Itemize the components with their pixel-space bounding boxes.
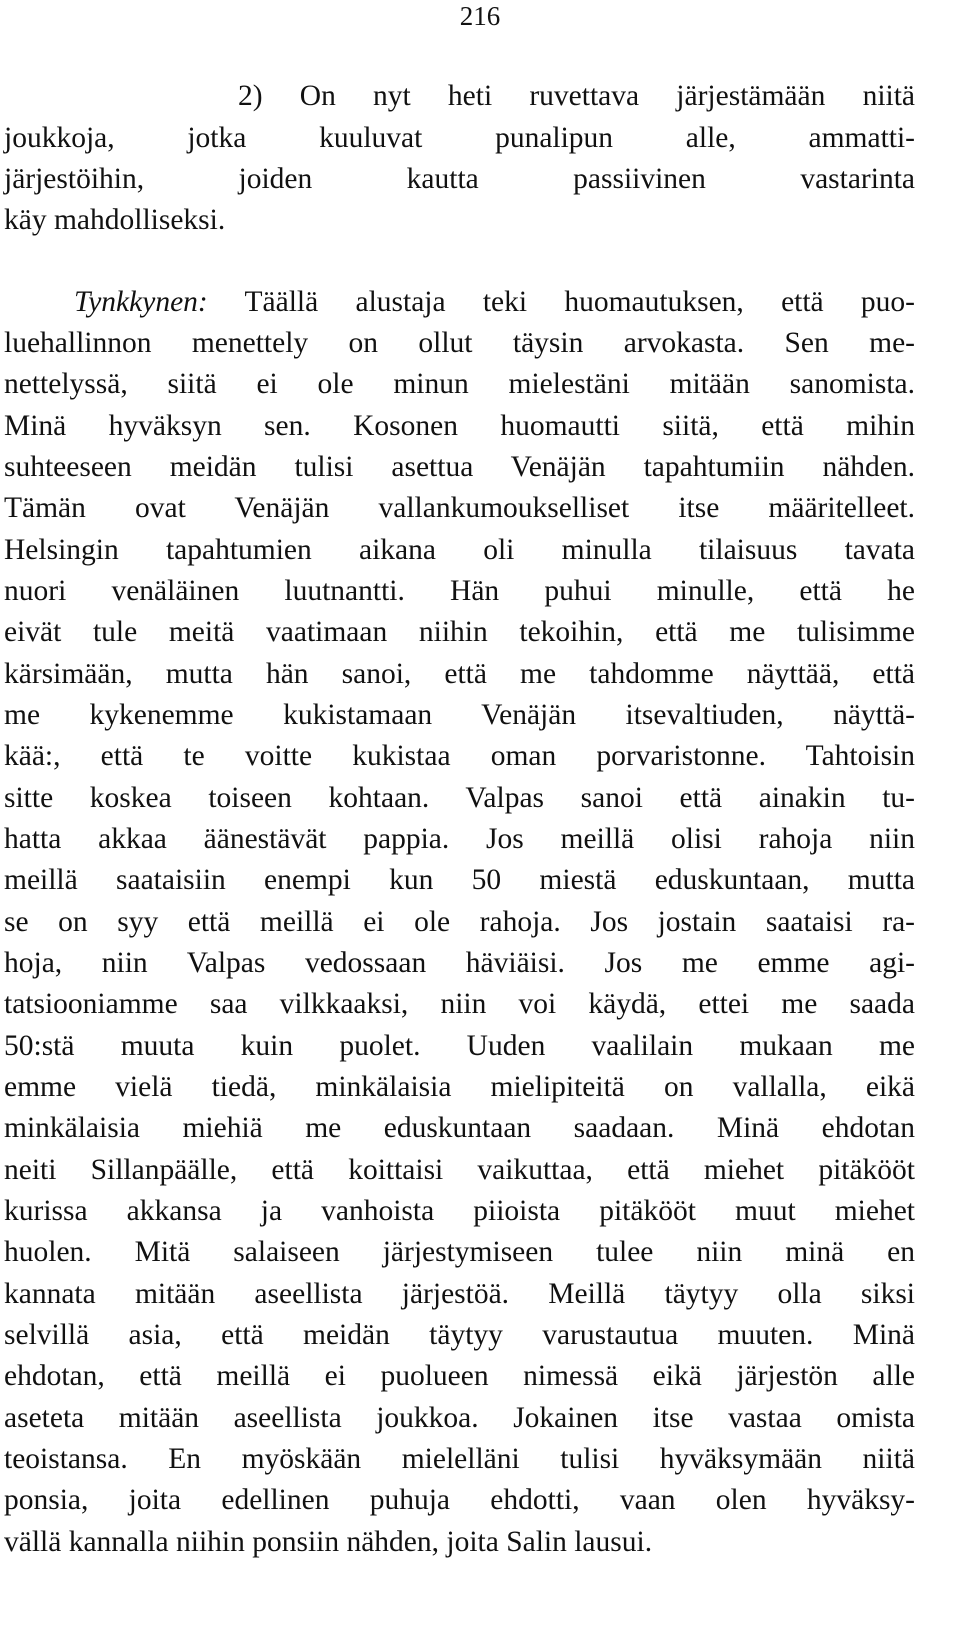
- text-line: nuori venäläinen luutnantti. Hän puhui minulle, että he: [4, 575, 915, 607]
- text-line: luehallinnon menettely on ollut täysin arvokasta. Sen me-: [4, 327, 915, 359]
- text-line: teoistansa. En myöskään mielelläni tulisi hyväksymään niitä: [4, 1443, 915, 1475]
- text-line: kää:, että te voitte kukistaa oman porvaristonne. Tahtoisin: [4, 740, 915, 772]
- text-line: 50:stä muuta kuin puolet. Uuden vaalilain mukaan me: [4, 1030, 915, 1062]
- text-line: ehdotan, että meillä ei puolueen nimessä eikä järjestön alle: [4, 1360, 915, 1392]
- text-line: hatta akkaa äänestävät pappia. Jos meillä olisi rahoja niin: [4, 823, 915, 855]
- text-line-content: Täällä alustaja teki huomautuksen, että puo-: [244, 286, 915, 318]
- text-line: [74, 284, 915, 320]
- text-line: aseteta mitään aseellista joukkoa. Jokainen itse vastaa omista: [4, 1402, 915, 1434]
- text-line: käy mahdolliseksi.: [4, 204, 226, 236]
- text-line: suhteeseen meidän tulisi asettua Venäjän tapahtumiin nähden.: [4, 451, 915, 483]
- text-line: emme vielä tiedä, minkälaisia mielipiteitä on vallalla, eikä: [4, 1071, 915, 1103]
- text-line: nettelyssä, siitä ei ole minun mielestäni mitään sanomista.: [4, 368, 915, 400]
- text-line: Helsingin tapahtumien aikana oli minulla tilaisuus tavata: [4, 534, 915, 566]
- speaker-name: Tynkkynen:: [74, 286, 208, 318]
- text-line: tatsiooniamme saa vilkkaaksi, niin voi käydä, ettei me saada: [4, 988, 915, 1020]
- text-line: ponsia, joita edellinen puhuja ehdotti, vaan olen hyväksy-: [4, 1484, 915, 1516]
- text-line: selvillä asia, että meidän täytyy varustautua muuten. Minä: [4, 1319, 915, 1351]
- text-line: kärsimään, mutta hän sanoi, että me tahdomme näyttää, että: [4, 658, 915, 690]
- text-line: vällä kannalla niihin ponsiin nähden, joita Salin lausui.: [4, 1526, 653, 1558]
- text-line: sitte koskea toiseen kohtaan. Valpas sanoi että ainakin tu-: [4, 782, 915, 814]
- text-line: kannata mitään aseellista järjestöä. Meillä täytyy olla siksi: [4, 1278, 915, 1310]
- text-line: hoja, niin Valpas vedossaan häviäisi. Jos me emme agi-: [4, 947, 915, 979]
- text-line: minkälaisia miehiä me eduskuntaan saadaan. Minä ehdotan: [4, 1112, 915, 1144]
- text-line: huolen. Mitä salaiseen järjestymiseen tulee niin minä en: [4, 1236, 915, 1268]
- text-line: kurissa akkansa ja vanhoista piioista pitäkööt muut miehet: [4, 1195, 915, 1227]
- text-line: me kykenemme kukistamaan Venäjän itsevaltiuden, näyttä-: [4, 699, 915, 731]
- text-line: joukkoja, jotka kuuluvat punalipun alle, ammatti-: [4, 122, 915, 154]
- text-line: 2) On nyt heti ruvettava järjestämään niitä: [238, 80, 915, 112]
- text-line: se on syy että meillä ei ole rahoja. Jos jostain saataisi ra-: [4, 906, 915, 938]
- text-line: meillä saataisiin enempi kun 50 miestä eduskuntaan, mutta: [4, 864, 915, 896]
- text-line: järjestöihin, joiden kautta passiivinen vastarinta: [4, 163, 915, 195]
- text-line: Tämän ovat Venäjän vallankumoukselliset itse määritelleet.: [4, 492, 915, 524]
- text-line: eivät tule meitä vaatimaan niihin tekoihin, että me tulisimme: [4, 616, 915, 648]
- text-line: Minä hyväksyn sen. Kosonen huomautti siitä, että mihin: [4, 410, 915, 442]
- text-line: neiti Sillanpäälle, että koittaisi vaikuttaa, että miehet pitäkööt: [4, 1154, 915, 1186]
- page-number: 216: [459, 1, 501, 31]
